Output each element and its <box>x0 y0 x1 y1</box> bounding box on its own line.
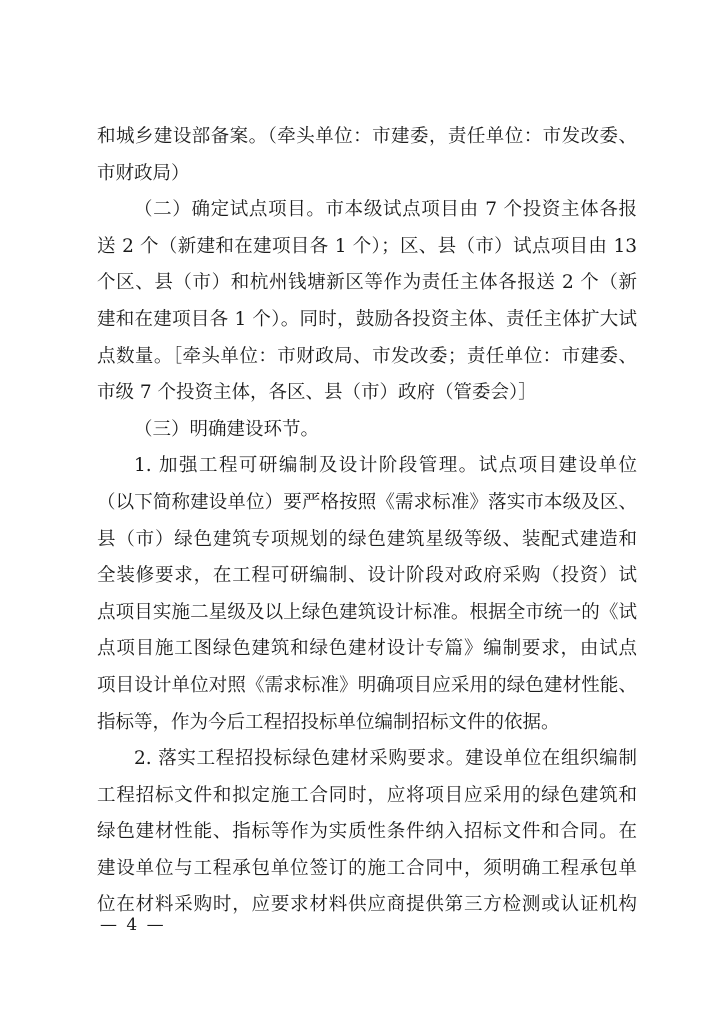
text-line: 送 2 个（新建和在建项目各 1 个）；区、县（市）试点项目由 13 <box>97 235 637 257</box>
page-number: — 4 — <box>100 915 166 935</box>
text-line: 市级 7 个投资主体，各区、县（市）政府（管委会）］ <box>97 382 537 404</box>
item-heading-line: 1. 加强工程可研编制及设计阶段管理。试点项目建设单位 <box>134 455 637 477</box>
text-line: 工程招标文件和拟定施工合同时，应将项目应采用的绿色建筑和 <box>97 784 637 806</box>
text-line: （以下简称建设单位）要严格按照《需求标准》落实市本级及区、 <box>97 491 637 513</box>
section-heading-line: （二）确定试点项目。市本级试点项目由 7 个投资主体各报 <box>134 199 637 221</box>
text-line: 建设单位与工程承包单位签订的施工合同中，须明确工程承包单 <box>97 857 637 879</box>
text-line: 全装修要求，在工程可研编制、设计阶段对政府采购（投资）试 <box>97 565 637 587</box>
text-line: 点项目施工图绿色建筑和绿色建材设计专篇》编制要求，由试点 <box>97 638 637 660</box>
text-line: 项目设计单位对照《需求标准》明确项目应采用的绿色建材性能、 <box>97 674 637 696</box>
text-line: 和城乡建设部备案。（牵头单位：市建委，责任单位：市发改委、 <box>97 126 637 147</box>
item-heading-line: 2. 落实工程招投标绿色建材采购要求。建设单位在组织编制 <box>134 748 637 770</box>
text-line: 个区、县（市）和杭州钱塘新区等作为责任主体各报送 2 个（新 <box>97 272 637 294</box>
text-line: 县（市）绿色建筑专项规划的绿色建筑星级等级、装配式建造和 <box>97 528 637 550</box>
text-line: 位在材料采购时，应要求材料供应商提供第三方检测或认证机构 <box>97 894 637 916</box>
text-line: 市财政局） <box>97 162 190 184</box>
text-line: 绿色建材性能、指标等作为实质性条件纳入招标文件和合同。在 <box>97 821 637 843</box>
text-line: 建和在建项目各 1 个）。同时，鼓励各投资主体、责任主体扩大试 <box>97 308 637 330</box>
text-line: 点项目实施二星级及以上绿色建筑设计标准。根据全市统一的《试 <box>97 601 637 623</box>
body-text <box>97 119 637 924</box>
text-line: 点数量。［牵头单位：市财政局、市发改委；责任单位：市建委、 <box>97 345 637 367</box>
section-heading-line: （三）明确建设环节。 <box>134 418 320 440</box>
text-line: 指标等，作为今后工程招投标单位编制招标文件的依据。 <box>97 711 560 733</box>
